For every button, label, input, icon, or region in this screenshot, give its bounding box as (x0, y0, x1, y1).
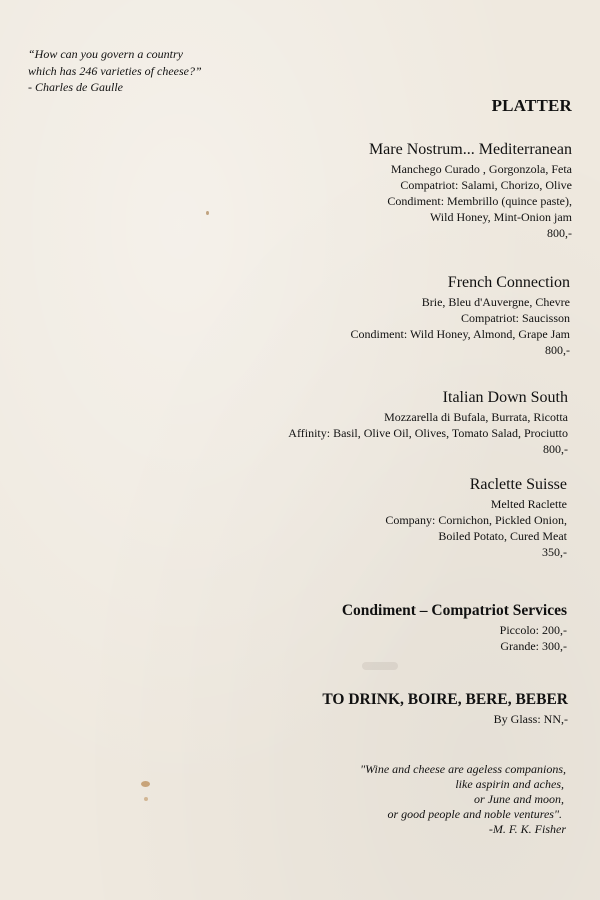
menu-item-line: Compatriot: Salami, Chorizo, Olive (400, 178, 572, 192)
menu-item-raclette-suisse (385, 475, 567, 560)
paper-stain (206, 211, 209, 215)
menu-item-price: 350,- (542, 545, 567, 559)
menu-item-line: Melted Raclette (490, 497, 567, 511)
menu-item-line: Condiment: Membrillo (quince paste), (387, 194, 572, 208)
menu-item-title: Italian Down South (442, 389, 568, 406)
menu-item-french-connection (351, 273, 571, 358)
menu-item-line: Wild Honey, Mint-Onion jam (429, 210, 572, 224)
service-price-grande: Grande: 300,- (500, 639, 567, 653)
menu-item-line: Manchego Curado , Gorgonzola, Feta (390, 162, 572, 176)
quote-line: which has 246 varieties of cheese?” (28, 63, 202, 78)
paper-stain (141, 781, 150, 787)
section-drinks (322, 690, 568, 727)
paper-smudge (362, 662, 398, 670)
drink-price-by-glass: By Glass: NN,- (493, 712, 568, 726)
section-condiment-services (342, 601, 567, 654)
section-heading-drinks: TO DRINK, BOIRE, BERE, BEBER (322, 691, 568, 708)
quote-line: "Wine and cheese are ageless companions, (360, 762, 566, 776)
quote-fisher (360, 762, 566, 837)
menu-item-price: 800,- (545, 343, 570, 357)
menu-item-line: Brie, Bleu d'Auvergne, Chevre (421, 295, 570, 309)
menu-item-title: French Connection (447, 274, 570, 291)
quote-line: or June and moon, (474, 792, 564, 806)
section-heading-services: Condiment – Compatriot Services (341, 602, 567, 619)
service-price-piccolo: Piccolo: 200,- (499, 623, 567, 637)
menu-item-line: Condiment: Wild Honey, Almond, Grape Jam (350, 327, 570, 341)
menu-item-italian-down-south (288, 388, 568, 457)
menu-item-price: 800,- (547, 226, 572, 240)
quote-author: -M. F. K. Fisher (488, 822, 566, 836)
menu-item-line: Company: Cornichon, Pickled Onion, (385, 513, 567, 527)
menu-item-line: Compatriot: Saucisson (461, 311, 570, 325)
section-heading-platter: PLATTER (491, 96, 572, 115)
menu-item-title: Raclette Suisse (469, 476, 567, 493)
menu-item-price: 800,- (543, 442, 568, 456)
quote-author: - Charles de Gaulle (28, 80, 123, 94)
quote-de-gaulle (28, 46, 288, 96)
quote-line: or good people and noble ventures". (387, 807, 562, 821)
menu-item-title: Mare Nostrum... Mediterranean (368, 141, 572, 158)
paper-stain (144, 797, 148, 801)
quote-line: like aspirin and aches, (455, 777, 564, 791)
menu-item-mare-nostrum (369, 140, 572, 241)
menu-item-line: Mozzarella di Bufala, Burrata, Ricotta (384, 410, 568, 424)
menu-item-line: Affinity: Basil, Olive Oil, Olives, Tomato Salad, Prociutto (288, 426, 568, 440)
quote-line: “How can you govern a country (28, 47, 183, 61)
menu-item-line: Boiled Potato, Cured Meat (438, 529, 567, 543)
